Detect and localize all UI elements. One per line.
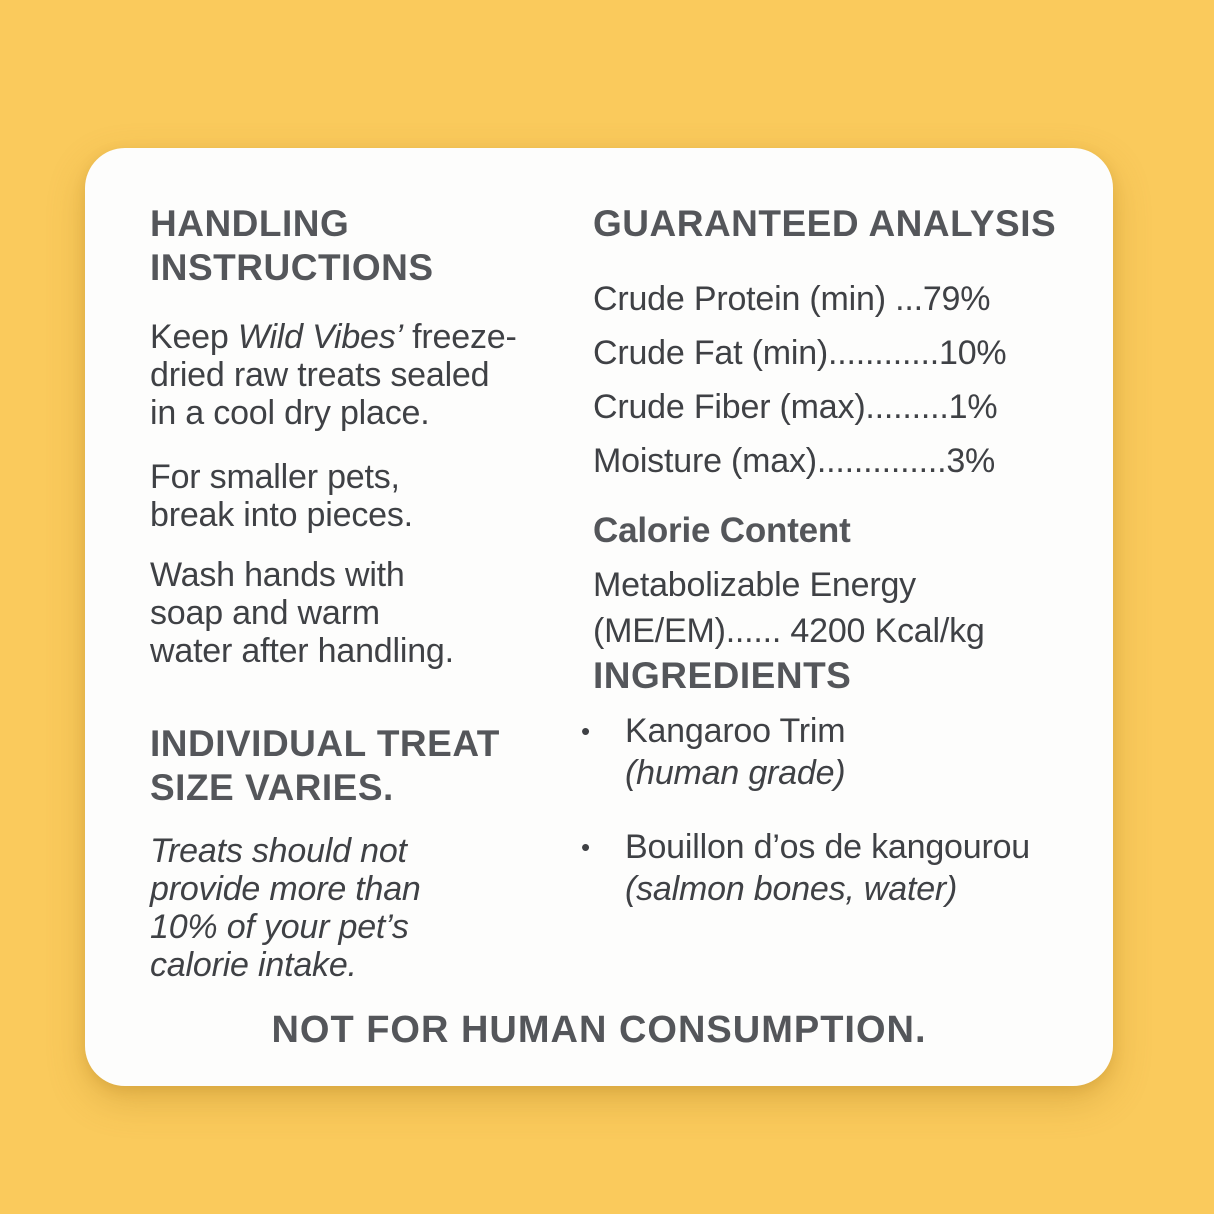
heading-line: INSTRUCTIONS: [150, 247, 434, 288]
text-line: break into pieces.: [150, 496, 413, 534]
ingredient-name: Kangaroo Trim: [625, 712, 846, 750]
ingredients-list: [581, 710, 1068, 910]
not-for-human-consumption-warning: NOT FOR HUMAN CONSUMPTION.: [271, 1009, 927, 1051]
right-column: [581, 202, 1068, 910]
text-line: water after handling.: [150, 632, 454, 670]
calorie-content-section: [593, 508, 1068, 654]
text-line: freeze-: [402, 318, 517, 356]
bullet-icon: •: [581, 832, 591, 862]
text-line: provide more than: [150, 870, 421, 908]
analysis-row-crude-fiber: Crude Fiber (max).........1%: [593, 388, 998, 426]
text-line: calorie intake.: [150, 946, 357, 984]
guaranteed-analysis-heading: GUARANTEED ANALYSIS: [593, 203, 1057, 244]
heading-line: INDIVIDUAL TREAT: [150, 723, 500, 764]
text-line: soap and warm: [150, 594, 380, 632]
list-item-bone-broth: [581, 826, 1068, 910]
calorie-content-heading: Calorie Content: [593, 511, 851, 550]
smaller-pets-paragraph: [150, 458, 570, 534]
ingredient-note: (human grade): [625, 754, 846, 792]
ingredients-heading: INGREDIENTS: [593, 655, 852, 696]
brand-name: Wild Vibes’: [237, 318, 403, 356]
analysis-row-crude-fat: Crude Fat (min)............10%: [593, 334, 1007, 372]
left-column: [150, 202, 570, 984]
ingredient-text: [625, 710, 1068, 794]
ingredient-text: [625, 826, 1068, 910]
treat-size-heading: [150, 722, 570, 810]
analysis-row-crude-protein: Crude Protein (min) ...79%: [593, 280, 991, 318]
treat-size-section: [150, 722, 570, 984]
text-line: Treats should not: [150, 832, 407, 870]
guaranteed-analysis-section: [593, 202, 1068, 488]
heading-line: SIZE VARIES.: [150, 767, 394, 808]
calorie-intake-note: [150, 832, 570, 984]
text-line: Wash hands with: [150, 556, 405, 594]
label-card: [85, 148, 1113, 1086]
handling-instructions-section: [150, 202, 570, 670]
heading-line: HANDLING: [150, 203, 350, 244]
text-line: dried raw treats sealed: [150, 356, 490, 394]
analysis-table: [593, 272, 1068, 488]
wash-hands-paragraph: [150, 556, 570, 670]
bullet-icon: •: [581, 716, 591, 746]
ingredients-section: [581, 654, 1068, 910]
energy-value-line: (ME/EM)...... 4200 Kcal/kg: [593, 612, 985, 650]
ingredient-note: (salmon bones, water): [625, 870, 958, 908]
text-line: Keep: [150, 318, 238, 356]
text-line: 10% of your pet’s: [150, 908, 409, 946]
storage-instructions-paragraph: [150, 318, 570, 432]
analysis-row-moisture: Moisture (max)..............3%: [593, 442, 996, 480]
metabolizable-energy-line: Metabolizable Energy: [593, 566, 916, 604]
text-line: in a cool dry place.: [150, 394, 430, 432]
ingredient-name: Bouillon d’os de kangourou: [625, 828, 1030, 866]
text-line: For smaller pets,: [150, 458, 400, 496]
handling-instructions-heading: [150, 202, 570, 290]
list-item-kangaroo-trim: [581, 710, 1068, 794]
